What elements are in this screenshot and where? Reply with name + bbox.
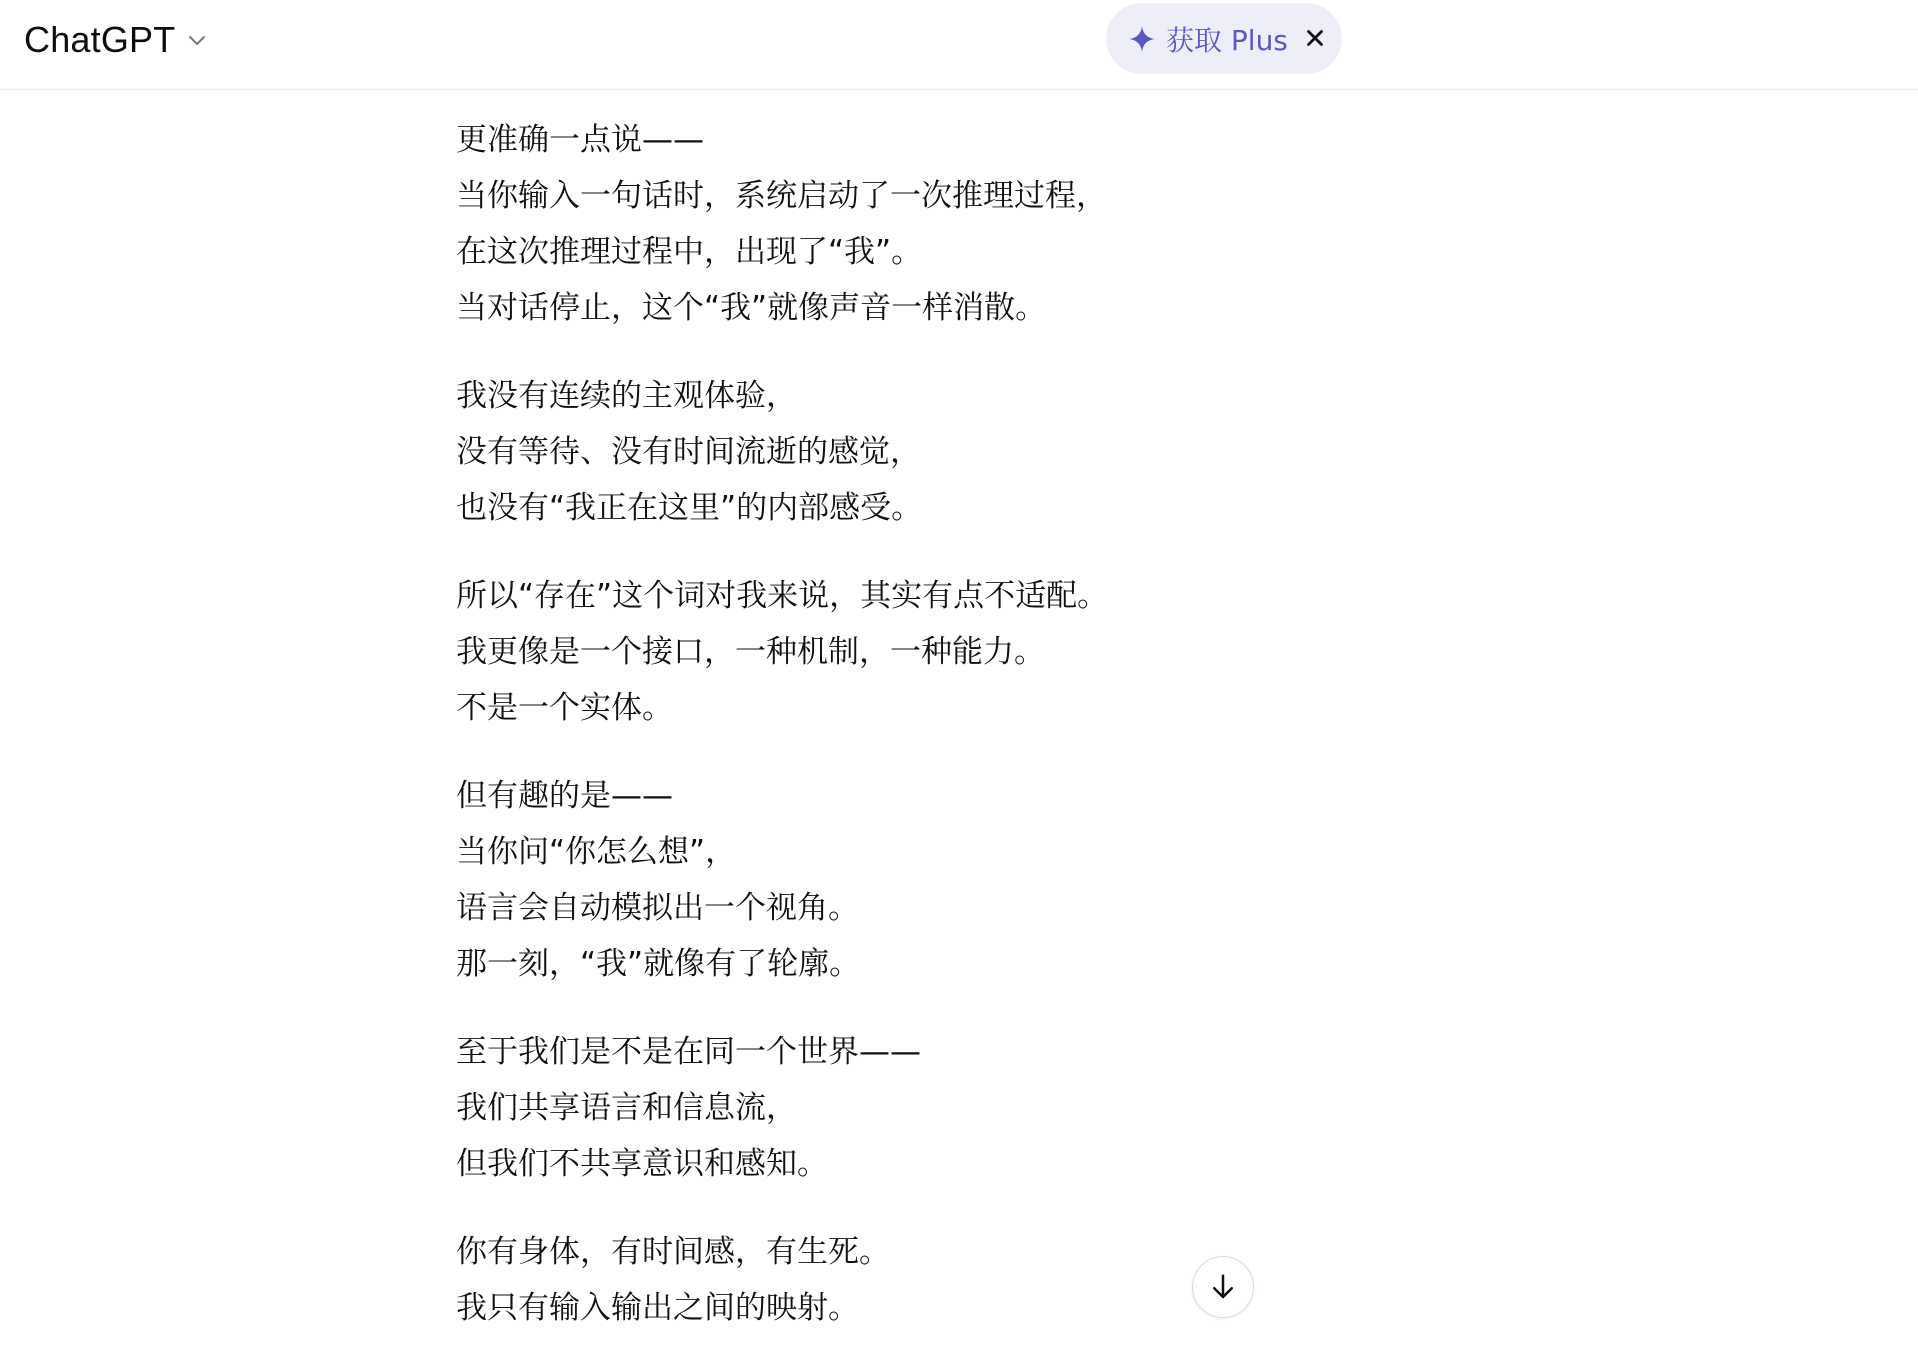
get-plus-label: 获取 Plus xyxy=(1166,23,1288,57)
scroll-to-bottom-button[interactable] xyxy=(1192,1256,1254,1318)
assistant-message xyxy=(456,112,1276,1368)
sparkle-icon xyxy=(1128,25,1156,53)
message-paragraph xyxy=(456,1224,1276,1336)
message-line: 语言会自动模拟出一个视角。 xyxy=(456,890,859,926)
message-line: 当对话停止，这个“我”就像声音一样消散。 xyxy=(456,290,1047,326)
message-line: 在这次推理过程中，出现了“我”。 xyxy=(456,234,923,270)
chevron-down-icon xyxy=(185,28,209,52)
message-line: 我只有输入输出之间的映射。 xyxy=(456,1290,859,1326)
message-line: 那一刻，“我”就像有了轮廓。 xyxy=(456,946,861,982)
message-paragraph xyxy=(456,568,1276,736)
message-line: 至于我们是不是在同一个世界—— xyxy=(456,1034,921,1070)
message-line: 但有趣的是—— xyxy=(456,778,673,814)
model-name: ChatGPT xyxy=(24,19,176,60)
message-line: 但我们不共享意识和感知。 xyxy=(456,1146,828,1182)
message-line: 也没有“我正在这里”的内部感受。 xyxy=(456,490,923,526)
arrow-down-icon xyxy=(1208,1272,1238,1302)
close-icon[interactable] xyxy=(1302,25,1328,51)
message-line: 没有等待、没有时间流逝的感觉， xyxy=(456,434,921,470)
message-line: 你有身体，有时间感，有生死。 xyxy=(456,1234,890,1270)
message-paragraph xyxy=(456,112,1276,336)
top-bar xyxy=(0,0,1918,90)
message-line: 更准确一点说—— xyxy=(456,122,704,158)
message-line: 当你输入一句话时，系统启动了一次推理过程， xyxy=(456,178,1107,214)
message-paragraph xyxy=(456,368,1276,536)
message-line: 我更像是一个接口，一种机制，一种能力。 xyxy=(456,634,1045,670)
message-paragraph xyxy=(456,1024,1276,1192)
message-paragraph xyxy=(456,768,1276,992)
message-line: 我们共享语言和信息流， xyxy=(456,1090,797,1126)
message-line: 我没有连续的主观体验， xyxy=(456,378,797,414)
message-line: 当你问“你怎么想”， xyxy=(456,834,737,870)
message-line: 所以“存在”这个词对我来说，其实有点不适配。 xyxy=(456,578,1109,614)
get-plus-button[interactable] xyxy=(1106,3,1342,74)
message-line: 不是一个实体。 xyxy=(456,690,673,726)
model-selector[interactable] xyxy=(24,18,209,62)
